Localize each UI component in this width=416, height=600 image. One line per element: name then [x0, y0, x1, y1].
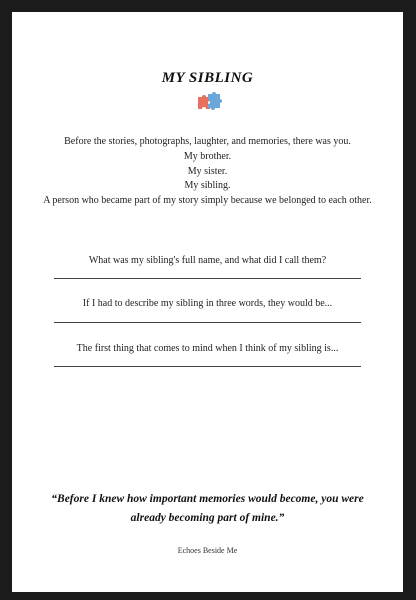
intro-line: My brother.: [183, 150, 232, 162]
question-full-name: What was my sibling's full name, and what did I call them?: [88, 255, 327, 266]
closing-quote: “Before I knew how important memories would become, you were already becoming part of mine.”: [51, 493, 364, 524]
intro-line: A person who became part of my story simply because we belonged to each other.: [43, 195, 372, 207]
answer-line-3[interactable]: [54, 366, 361, 367]
footer-brand: Echoes Beside Me: [177, 546, 238, 555]
intro-line: Before the stories, photographs, laughter, and memories, there was you.: [64, 136, 351, 147]
intro-line: My sibling.: [184, 180, 231, 192]
answer-line-2[interactable]: [54, 322, 361, 323]
puzzle-pieces-icon: [196, 92, 222, 112]
journal-page: [12, 12, 403, 592]
question-three-words: If I had to describe my sibling in three words, they would be...: [82, 298, 333, 309]
answer-line-1[interactable]: [54, 278, 361, 279]
page-title: MY SIBLING: [161, 70, 254, 86]
intro-text: [42, 135, 373, 209]
intro-line: My sister.: [187, 165, 228, 177]
question-first-thing: The first thing that comes to mind when I think of my sibling is...: [76, 343, 339, 354]
